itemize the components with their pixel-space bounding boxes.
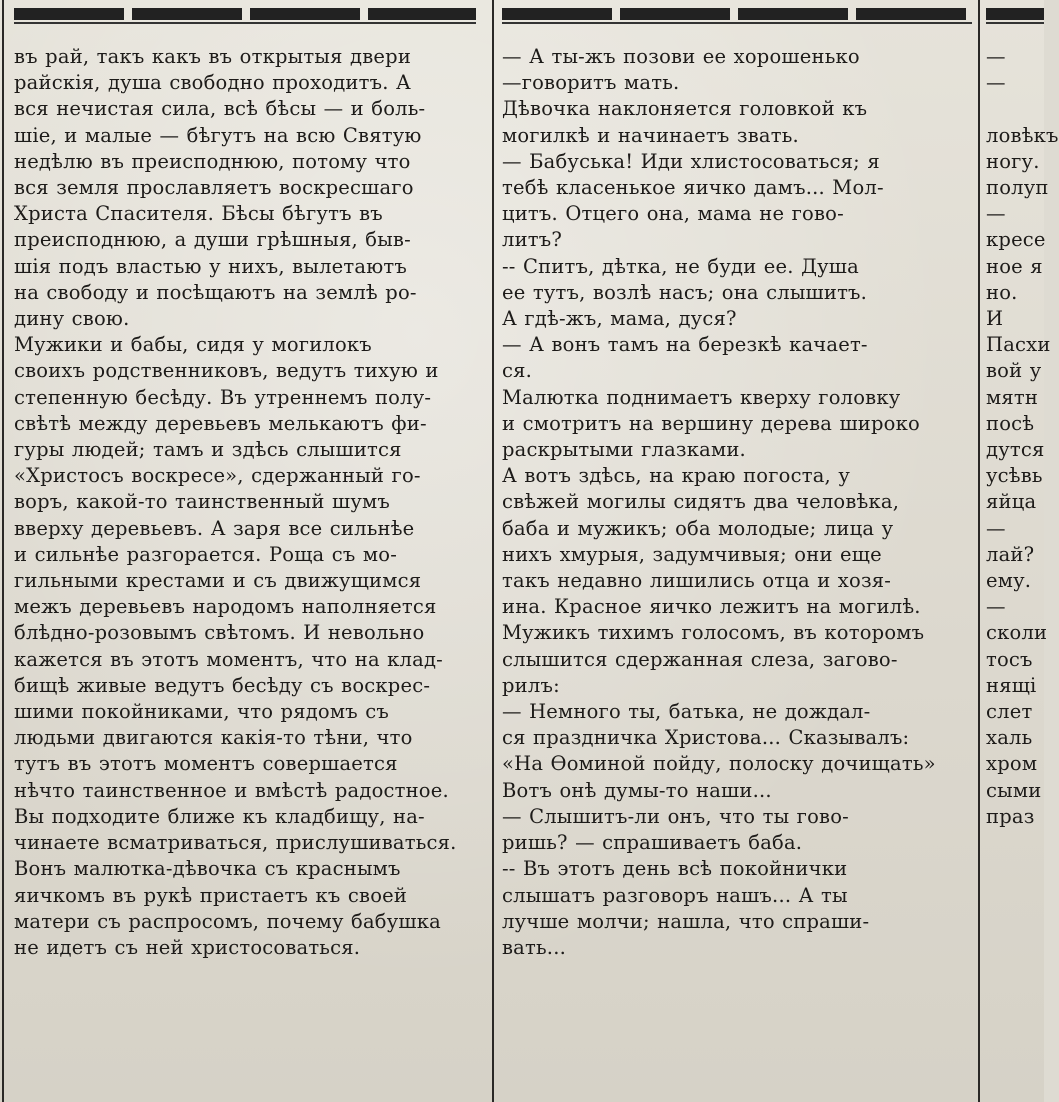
text-line: — Слышитъ-ли онъ, что ты гово-: [502, 804, 849, 828]
text-line: ся.: [502, 359, 533, 383]
text-line: въ рай, такъ какъ въ открытыя двери: [14, 45, 412, 68]
text-line: шіе, и малые — бѣгутъ на всю Святую: [14, 123, 422, 147]
text-line: —: [986, 71, 1006, 95]
text-line: своихъ родственниковъ, ведутъ тихую и: [14, 359, 439, 383]
text-line: матери съ распросомъ, почему бабушка: [14, 909, 441, 933]
text-line: Мужикъ тихимъ голосомъ, въ которомъ: [502, 621, 925, 645]
text-line: — А вонъ тамъ на березкѣ качает-: [502, 333, 868, 357]
text-line: и смотритъ на вершину дерева широко: [502, 411, 920, 435]
text-line: вой у: [986, 359, 1042, 383]
text-column-2: [502, 44, 972, 961]
text-line: свѣжей могилы сидятъ два человѣка,: [502, 490, 900, 514]
text-line: свѣтѣ между деревьевъ мелькаютъ фи-: [14, 411, 427, 435]
text-line: ное я: [986, 254, 1043, 278]
text-line: нихъ хмурыя, задумчивыя; они еще: [502, 542, 882, 566]
text-line: — А ты-жъ позови ее хорошенько: [502, 45, 860, 68]
text-line: яйца: [986, 490, 1037, 514]
top-rule-left: [14, 8, 476, 20]
text-line: цитъ. Отцего она, мама не гово-: [502, 202, 844, 226]
text-line: Христа Спасителя. Бѣсы бѣгутъ въ: [14, 202, 383, 226]
text-line: блѣдно-розовымъ свѣтомъ. И невольно: [14, 621, 425, 645]
text-line: баба и мужикъ; оба молодые; лица у: [502, 516, 894, 540]
text-line: халь: [986, 726, 1033, 750]
text-line: полуп: [986, 176, 1049, 200]
text-line: степенную бесѣду. Въ утреннемъ полу-: [14, 385, 432, 409]
text-line: дутся: [986, 438, 1045, 462]
text-line: и сильнѣе разгорается. Роща съ мо-: [14, 542, 398, 566]
text-line: но.: [986, 280, 1018, 304]
text-line: такъ недавно лишились отца и хозя-: [502, 569, 892, 593]
text-line: праз: [986, 804, 1035, 828]
text-line: —говоритъ мать.: [502, 71, 680, 95]
text-line: посѣ: [986, 411, 1035, 435]
text-line: —: [986, 516, 1006, 540]
text-line: тосъ: [986, 647, 1033, 671]
text-line: —: [986, 202, 1006, 226]
top-rule-right: [986, 8, 1044, 20]
text-line: «Христосъ воскресе», сдержанный го-: [14, 464, 421, 488]
text-line: Вонъ малютка-дѣвочка съ краснымъ: [14, 857, 401, 881]
text-line: вверху деревьевъ. А заря все сильнѣе: [14, 516, 415, 540]
text-line: -- Въ этотъ день всѣ покойнички: [502, 857, 848, 881]
column-divider-left: [2, 0, 4, 1102]
text-line: воръ, какой-то таинственный шумъ: [14, 490, 390, 514]
text-line: слышится сдержанная слеза, загово-: [502, 647, 898, 671]
text-line: слышатъ разговоръ нашъ... А ты: [502, 883, 848, 907]
text-line: раскрытыми глазками.: [502, 438, 746, 462]
text-line: лай?: [986, 542, 1035, 566]
text-line: бищѣ живые ведутъ бесѣду съ воскрес-: [14, 673, 431, 697]
text-line: —: [986, 595, 1006, 619]
text-line: тутъ въ этотъ моментъ совершается: [14, 752, 398, 776]
text-line: Вотъ онѣ думы-то наши...: [502, 778, 772, 802]
text-line: мятн: [986, 385, 1039, 409]
text-line: ногу.: [986, 149, 1040, 173]
text-line: [986, 96, 1046, 122]
text-line: -- Спитъ, дѣтка, не буди ее. Душа: [502, 254, 859, 278]
text-line: ее тутъ, возлѣ насъ; она слышитъ.: [502, 280, 868, 304]
text-line: райскія, душа свободно проходитъ. А: [14, 71, 411, 95]
text-line: ему.: [986, 569, 1032, 593]
text-line: рилъ:: [502, 673, 560, 697]
text-line: усѣвь: [986, 464, 1043, 488]
text-line: преисподнюю, а души грѣшныя, быв-: [14, 228, 411, 252]
text-line: Вы подходите ближе къ кладбищу, на-: [14, 804, 425, 828]
text-line: — Немного ты, батька, не дождал-: [502, 700, 871, 724]
text-line: могилкѣ и начинаетъ звать.: [502, 123, 799, 147]
text-line: И: [986, 307, 1004, 331]
text-line: ина. Красное яичко лежитъ на могилѣ.: [502, 595, 921, 619]
text-line: ся праздничка Христова... Сказывалъ:: [502, 726, 910, 750]
text-line: ловѣкъ: [986, 123, 1059, 147]
text-line: недѣлю въ преисподнюю, потому что: [14, 149, 411, 173]
text-line: А гдѣ-жъ, мама, дуся?: [502, 307, 737, 331]
text-line: сыми: [986, 778, 1042, 802]
text-line: ришь? — спрашиваетъ баба.: [502, 831, 803, 855]
text-line: Дѣвочка наклоняется головкой къ: [502, 97, 868, 121]
text-line: дину свою.: [14, 307, 130, 331]
text-column-3-partial: [986, 44, 1059, 830]
text-line: —: [986, 45, 1006, 68]
text-line: слет: [986, 700, 1033, 724]
text-line: Малютка поднимаетъ кверху головку: [502, 385, 901, 409]
text-line: лучше молчи; нашла, что спраши-: [502, 909, 870, 933]
text-line: межъ деревьевъ народомъ наполняется: [14, 595, 437, 619]
text-column-1: [14, 44, 489, 961]
text-line: шими покойниками, что рядомъ съ: [14, 700, 389, 724]
text-line: нящі: [986, 673, 1037, 697]
text-line: вся земля прославляетъ воскресшаго: [14, 176, 414, 200]
text-line: хром: [986, 752, 1038, 776]
text-line: Мужики и бабы, сидя у могилокъ: [14, 333, 372, 357]
text-line: людьми двигаются какія-то тѣни, что: [14, 726, 413, 750]
top-rule-middle: [502, 8, 972, 20]
text-line: нѣчто таинственное и вмѣстѣ радостное.: [14, 778, 449, 802]
text-line: А вотъ здѣсь, на краю погоста, у: [502, 464, 851, 488]
column-divider-right: [978, 0, 980, 1102]
text-line: не идетъ съ ней христосоваться.: [14, 935, 361, 959]
text-line: сколи: [986, 621, 1048, 645]
text-line: вать...: [502, 935, 567, 959]
text-line: Пасхи: [986, 333, 1051, 357]
text-line: кажется въ этотъ моментъ, что на клад-: [14, 647, 443, 671]
text-line: «На Ѳоминой пойду, полоску дочищать»: [502, 752, 936, 776]
column-divider-middle: [492, 0, 494, 1102]
text-line: шія подъ властью у нихъ, вылетаютъ: [14, 254, 407, 278]
text-line: на свободу и посѣщаютъ на землѣ ро-: [14, 280, 417, 304]
text-line: яичкомъ въ рукѣ пристаетъ къ своей: [14, 883, 408, 907]
text-line: гуры людей; тамъ и здѣсь слышится: [14, 438, 402, 462]
text-line: литъ?: [502, 228, 563, 252]
text-line: кресе: [986, 228, 1046, 252]
text-line: чинаете всматриваться, прислушиваться.: [14, 831, 457, 855]
text-line: тебѣ класенькое яичко дамъ... Мол-: [502, 176, 884, 200]
text-line: гильными крестами и съ движущимся: [14, 569, 422, 593]
text-line: вся нечистая сила, всѣ бѣсы — и боль-: [14, 97, 426, 121]
text-line: — Бабуська! Иди хлистосоваться; я: [502, 149, 880, 173]
